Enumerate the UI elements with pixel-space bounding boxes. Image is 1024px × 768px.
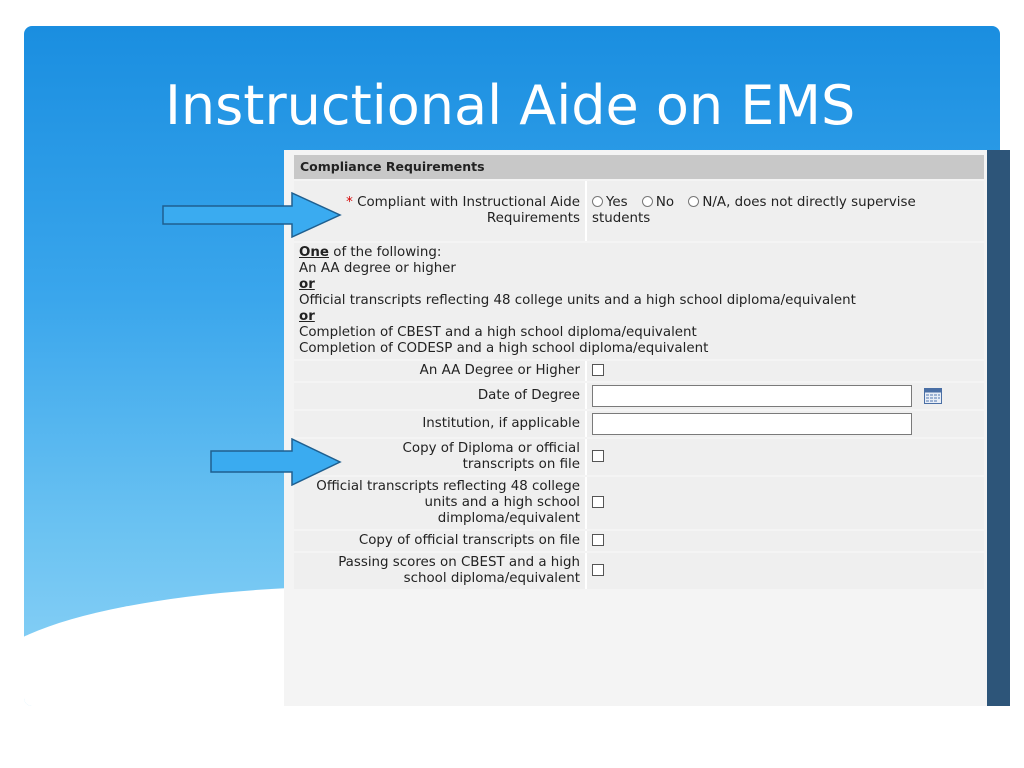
aa-degree-label: An AA Degree or Higher (294, 361, 587, 381)
option-no[interactable] (642, 195, 674, 210)
compliance-form (284, 150, 987, 706)
requirements-emphasis: One (299, 245, 329, 260)
or-separator-2: or (299, 309, 315, 324)
slide-title: Instructional Aide on EMS (165, 74, 856, 137)
copy-diploma-checkbox[interactable] (592, 450, 604, 462)
institution-label: Institution, if applicable (294, 411, 587, 437)
arrow-right-icon (162, 192, 342, 238)
copy-diploma-label: Copy of Diploma or official transcripts on file (294, 439, 587, 475)
radio-no[interactable] (642, 196, 653, 207)
option-na-label: N/A, does not directly supervise students (592, 195, 916, 226)
copy-official-transcripts-row (294, 531, 984, 551)
section-header: Compliance Requirements (294, 155, 984, 179)
calendar-icon[interactable] (924, 388, 942, 404)
aa-degree-row (294, 361, 984, 381)
institution-input[interactable] (592, 413, 912, 435)
option-yes-label: Yes (606, 195, 628, 210)
compliance-options (587, 181, 984, 241)
copy-official-transcripts-checkbox[interactable] (592, 534, 604, 546)
date-of-degree-row (294, 383, 984, 409)
requirement-line-1: An AA degree or higher (299, 261, 456, 276)
passing-cbest-checkbox[interactable] (592, 564, 604, 576)
aa-degree-checkbox[interactable] (592, 364, 604, 376)
form-sidebar (987, 150, 1010, 706)
passing-cbest-row (294, 553, 984, 589)
requirement-line-2: Official transcripts reflecting 48 college units and a high school diploma/equivalent (299, 293, 856, 308)
requirements-lead: of the following: (329, 245, 442, 260)
required-marker: * (346, 195, 353, 210)
copy-official-transcripts-label: Copy of official transcripts on file (294, 531, 587, 551)
official-transcripts-label: Official transcripts reflecting 48 college units and a high school dimploma/equivalent (294, 477, 587, 529)
or-separator-1: or (299, 277, 315, 292)
section-header-row (294, 155, 984, 179)
requirements-row (294, 243, 984, 359)
arrow-right-icon (210, 438, 342, 486)
copy-diploma-row (294, 439, 984, 475)
option-na[interactable] (592, 195, 916, 226)
radio-na[interactable] (688, 196, 699, 207)
date-of-degree-input[interactable] (592, 385, 912, 407)
official-transcripts-row (294, 477, 984, 529)
radio-yes[interactable] (592, 196, 603, 207)
requirement-line-3: Completion of CBEST and a high school diploma/equivalent (299, 325, 697, 340)
option-no-label: No (655, 195, 675, 210)
compliance-table (294, 153, 984, 591)
requirement-line-4: Completion of CODESP and a high school diploma/equivalent (299, 341, 709, 356)
option-yes[interactable] (592, 195, 628, 210)
compliance-row (294, 181, 984, 241)
official-transcripts-checkbox[interactable] (592, 496, 604, 508)
institution-row (294, 411, 984, 437)
passing-cbest-label: Passing scores on CBEST and a high school diploma/equivalent (294, 553, 587, 589)
date-of-degree-label: Date of Degree (294, 383, 587, 409)
requirements-text (294, 243, 984, 359)
compliance-label: Compliant with Instructional Aide Requirements (357, 195, 580, 226)
